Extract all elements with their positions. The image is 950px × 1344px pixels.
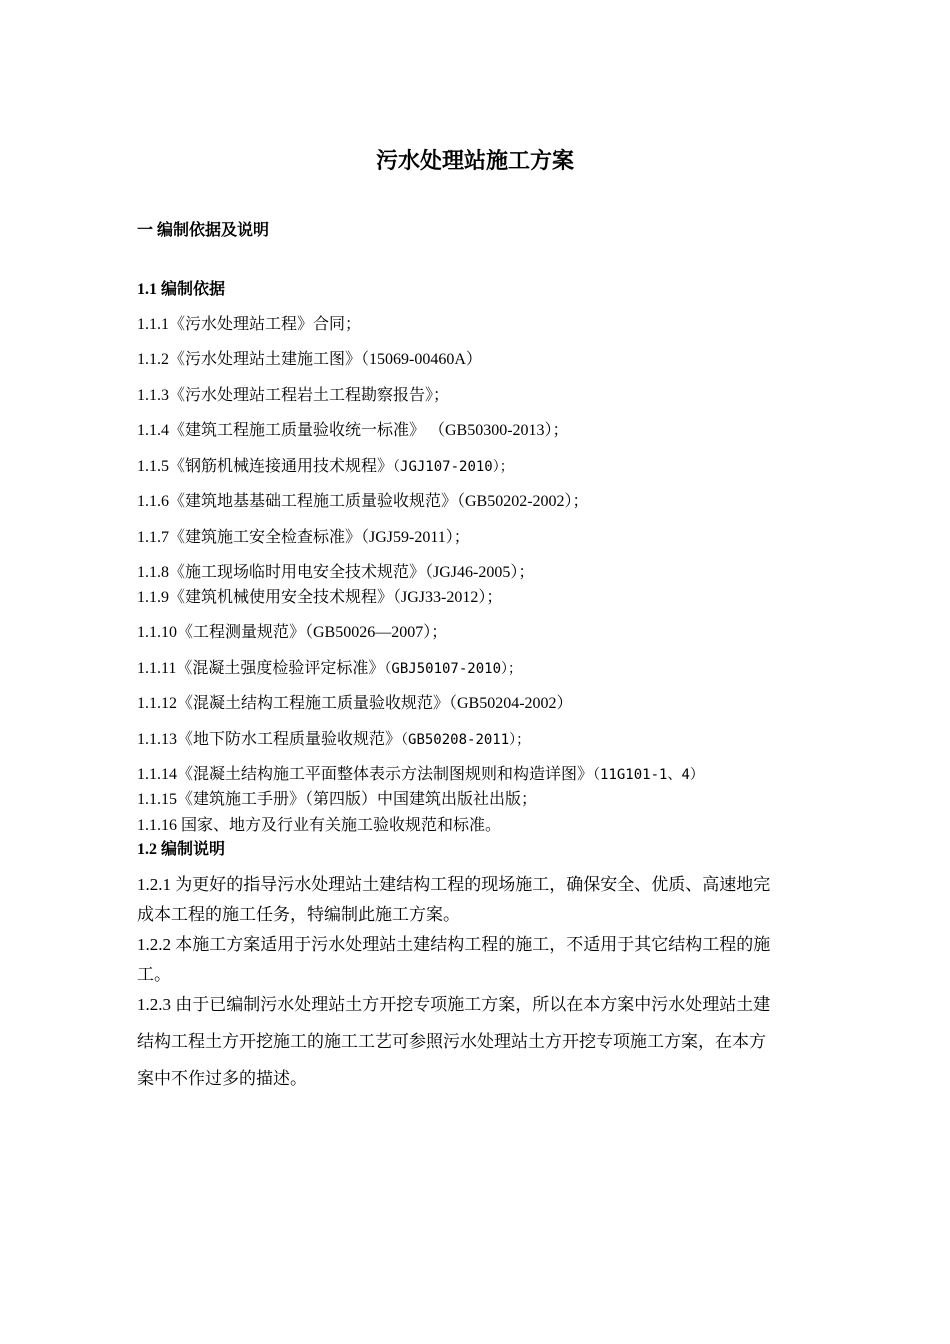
basis-item: 1.1.15《建筑施工手册》（第四版）中国建筑出版社出版； [137,791,538,808]
note-line: 成本工程的施工任务，特编制此施工方案。 [137,905,460,924]
basis-item: 1.1.2《污水处理站土建施工图》（15069-00460A） [137,351,482,368]
note-line: 案中不作过多的描述。 [137,1069,307,1088]
basis-item: 1.1.5《钢筋机械连接通用技术规程》（JGJ107-2010）； [137,458,514,475]
basis-item: 1.1.10《工程测量规范》（GB50026—2007）； [137,624,448,641]
note-line: 1.2.1 为更好的指导污水处理站土建结构工程的现场施工，确保安全、优质、高速地完 [137,875,771,894]
basis-item: 1.1.11《混凝土强度检验评定标准》（GBJ50107-2010）； [137,660,522,677]
basis-item: 1.1.6《建筑地基基础工程施工质量验收规范》（GB50202-2002）； [137,493,589,510]
note-line: 1.2.3 由于已编制污水处理站土方开挖专项施工方案，所以在本方案中污水处理站土建 [137,995,771,1014]
basis-item: 1.1.9《建筑机械使用安全技术规程》（JGJ33-2012）； [137,589,503,606]
subsection-heading-notes: 1.2 编制说明 [137,841,226,858]
basis-item: 1.1.8《施工现场临时用电安全技术规范》（JGJ46-2005）； [137,564,535,581]
subsection-heading-basis: 1.1 编制依据 [137,281,226,298]
basis-item: 1.1.13《地下防水工程质量验收规范》（GB50208-2011）； [137,731,531,748]
section-heading: 一 编制依据及说明 [137,222,270,239]
basis-item: 1.1.3《污水处理站工程岩土工程勘察报告》； [137,387,450,404]
basis-item: 1.1.16 国家、地方及行业有关施工验收规范和标准。 [137,817,502,834]
basis-item: 1.1.7《建筑施工安全检查标准》（JGJ59-2011）； [137,529,470,546]
document-title: 污水处理站施工方案 [375,148,574,173]
note-line: 1.2.2 本施工方案适用于污水处理站土建结构工程的施工，不适用于其它结构工程的施 [137,935,771,954]
basis-item: 1.1.12《混凝土结构工程施工质量验收规范》（GB50204-2002） [137,695,573,712]
basis-item: 1.1.4《建筑工程施工质量验收统一标准》 （GB50300-2013）； [137,422,569,439]
basis-item: 1.1.14《混凝土结构施工平面整体表示方法制图规则和构造详图》（11G101-1、4） [137,766,704,783]
note-line: 工。 [137,965,171,984]
basis-item: 1.1.1《污水处理站工程》合同； [137,316,362,333]
note-line: 结构工程土方开挖施工的施工工艺可参照污水处理站土方开挖专项施工方案，在本方 [137,1032,766,1051]
